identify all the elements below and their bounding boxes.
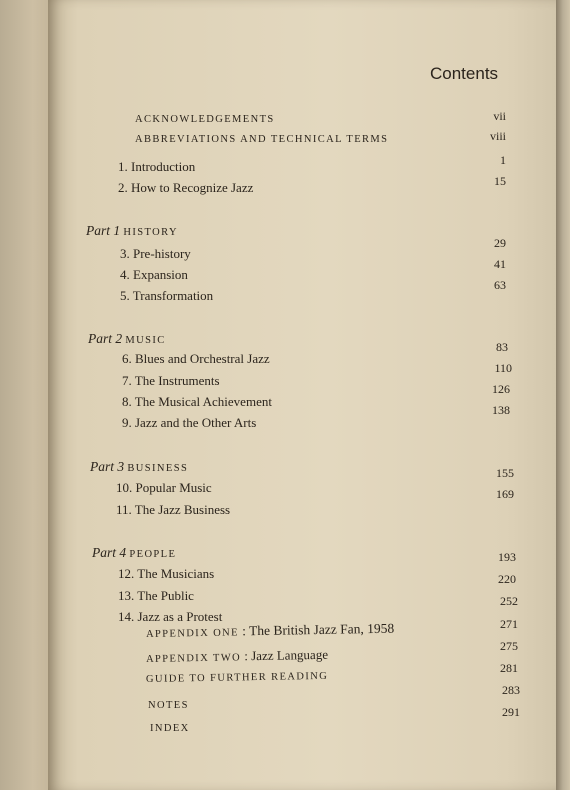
toc-chapter: 6. Blues and Orchestral Jazz <box>122 351 270 366</box>
toc-chapter: 13. The Public <box>118 588 194 603</box>
page-stack-edge <box>556 0 570 790</box>
page-number: 138 <box>492 403 510 417</box>
toc-acknowledgements: ACKNOWLEDGEMENTS <box>135 114 275 125</box>
toc-index: INDEX <box>150 723 190 734</box>
page-number: 126 <box>492 382 510 396</box>
page-number: 193 <box>498 550 516 564</box>
page-number: 169 <box>496 487 514 501</box>
toc-chapter: 9. Jazz and the Other Arts <box>122 415 257 430</box>
toc-chapter: 11. The Jazz Business <box>116 502 231 517</box>
toc-chapter: 3. Pre-history <box>120 246 191 261</box>
toc-chapter: 10. Popular Music <box>116 480 212 495</box>
page-number: viii <box>489 129 506 143</box>
page-number: 283 <box>502 683 520 697</box>
toc-appendix-one: APPENDIX ONE : The British Jazz Fan, 1958 <box>145 620 395 640</box>
toc-chapter: 8. The Musical Achievement <box>122 394 272 409</box>
page-number: 155 <box>496 466 514 480</box>
toc-chapter: 2. How to Recognize Jazz <box>118 180 254 195</box>
part-heading: Part 1 HISTORY <box>86 223 178 238</box>
page-number: 275 <box>500 639 518 653</box>
page-number: 281 <box>500 661 518 675</box>
part-heading: Part 4 PEOPLE <box>92 545 177 560</box>
page-number: 220 <box>498 572 516 586</box>
toc-chapter: 5. Transformation <box>120 288 214 303</box>
page-number: 291 <box>502 705 520 719</box>
part-heading: Part 2 MUSIC <box>88 331 166 346</box>
toc-chapter: 4. Expansion <box>120 267 188 282</box>
toc-further-reading: GUIDE TO FURTHER READING <box>145 670 329 685</box>
page-number: 29 <box>494 236 506 250</box>
page-number: 271 <box>500 617 518 631</box>
part-heading: Part 3 BUSINESS <box>90 459 189 474</box>
page-number: 41 <box>494 257 506 271</box>
page-title: Contents <box>430 64 499 83</box>
page-number: vii <box>493 109 506 123</box>
toc-notes: NOTES <box>148 700 189 711</box>
page-number: 252 <box>500 594 518 608</box>
page-number: 83 <box>496 340 508 354</box>
page-number: 1 <box>500 153 506 167</box>
page-number: 15 <box>494 174 506 188</box>
page-number: 63 <box>494 278 506 292</box>
toc-chapter: 7. The Instruments <box>122 373 220 388</box>
toc-appendix-two: APPENDIX TWO : Jazz Language <box>145 646 329 665</box>
toc-chapter: 14. Jazz as a Protest <box>118 609 223 624</box>
toc-abbreviations: ABBREVIATIONS AND TECHNICAL TERMS <box>135 134 389 145</box>
page-number: 110 <box>494 361 512 375</box>
toc-chapter: 12. The Musicians <box>118 566 215 581</box>
toc-chapter: 1. Introduction <box>118 159 196 174</box>
